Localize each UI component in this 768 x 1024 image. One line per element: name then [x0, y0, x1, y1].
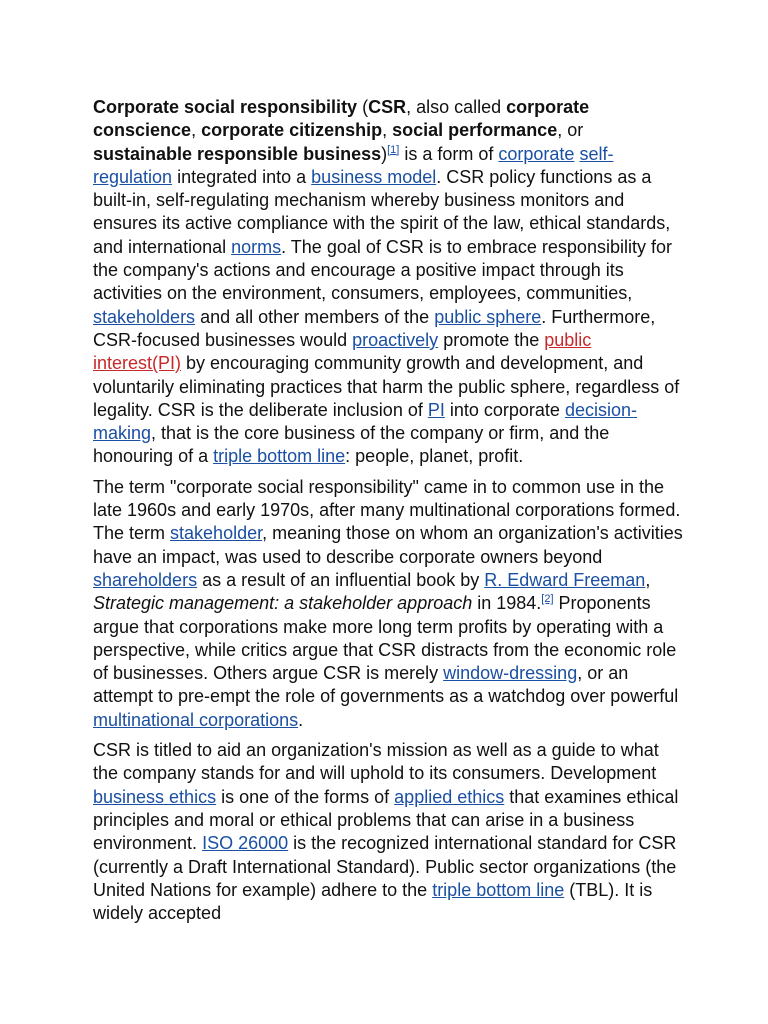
term-corporate-conscience: corporate conscience: [93, 97, 590, 141]
link-multinational-corporations[interactable]: multinational corporations: [93, 709, 299, 730]
text: , meaning those on whom an organization's activities have an impact, was used to describe corporate owners beyond: [93, 523, 683, 567]
paragraph-2: [93, 476, 683, 732]
link-stakeholder[interactable]: stakeholder: [170, 523, 263, 544]
text: . The goal of CSR is to embrace responsibility for the company's actions and encourage a positive impact through its activities on the environment, consumers, employees, communities,: [93, 236, 672, 304]
article-body: [93, 96, 683, 932]
term-csr: CSR: [368, 97, 407, 117]
link-applied-ethics[interactable]: applied ethics: [394, 786, 505, 807]
text: ,: [645, 569, 651, 590]
text: that examines ethical principles and moral or ethical problems that can arise in a business environment.: [93, 786, 679, 854]
text: ): [381, 143, 388, 164]
text: (TBL). It is widely accepted: [93, 879, 653, 924]
text: (: [357, 97, 369, 117]
link-shareholders[interactable]: shareholders: [93, 569, 198, 590]
text: is a form of: [399, 143, 499, 164]
link-business-model[interactable]: business model: [311, 166, 437, 187]
link-iso-26000[interactable]: ISO 26000: [202, 833, 289, 854]
text: integrated into a: [172, 166, 312, 187]
text: , also called: [406, 97, 507, 117]
link-r-edward-freeman[interactable]: R. Edward Freeman: [484, 569, 646, 590]
text: ,: [382, 120, 393, 141]
text: .: [298, 709, 304, 730]
link-triple-bottom-line[interactable]: triple bottom line: [213, 446, 346, 467]
link-corporate[interactable]: corporate: [498, 143, 575, 164]
text: in 1984.: [472, 593, 542, 614]
text: , or an attempt to pre-empt the role of governments as a watchdog over powerful: [93, 663, 679, 707]
link-pi[interactable]: PI: [427, 399, 445, 420]
term-sustainable-responsible-business: sustainable responsible business: [93, 143, 382, 164]
link-proactively[interactable]: proactively: [352, 329, 439, 350]
text: , that is the core business of the company or firm, and the honouring of a: [93, 423, 610, 467]
reference-2: [541, 593, 553, 605]
link-stakeholders[interactable]: stakeholders: [93, 306, 196, 327]
text: promote the: [438, 329, 545, 350]
text: Proponents argue that corporations make more long term profits by operating with a perspective, while critics argue that CSR distracts from the economic role of businesses. Others argue CSR is merely: [93, 593, 677, 684]
reference-1-link[interactable]: [1]: [387, 143, 400, 156]
term-corporate-citizenship: corporate citizenship: [201, 120, 383, 141]
link-decision-making[interactable]: decision-making: [93, 399, 637, 444]
term-csr-full: Corporate social responsibility: [93, 97, 358, 117]
text: as a result of an influential book by: [197, 569, 485, 590]
text: into corporate: [444, 399, 565, 420]
book-title: Strategic management: a stakeholder approach: [93, 593, 473, 614]
text: ,: [191, 120, 202, 141]
link-business-ethics[interactable]: business ethics: [93, 786, 217, 807]
text: is one of the forms of: [216, 786, 395, 807]
text: CSR is titled to aid an organization's mission as well as a guide to what the company stands for and will uphold to its consumers. Development: [93, 740, 659, 784]
text: The term "corporate social responsibility" came in to common use in the late 1960s and early 1970s, after many multinational corporations formed. The term: [93, 476, 681, 544]
reference-1: [387, 144, 399, 156]
text: . CSR policy functions as a built-in, self-regulating mechanism whereby business monitors and ensures its active compliance with the spirit of the law, ethical standards, and international: [93, 166, 671, 257]
reference-2-link[interactable]: [2]: [541, 593, 554, 606]
text: is the recognized international standard for CSR (currently a Draft International Standard). Public sector organizations (the United Nations for example) adhere to the: [93, 833, 677, 900]
paragraph-3: [93, 739, 683, 925]
text: : people, planet, profit.: [345, 446, 524, 467]
link-public-sphere[interactable]: public sphere: [434, 306, 542, 327]
link-public-interest[interactable]: public interest(PI): [93, 329, 592, 374]
paragraph-1: [93, 96, 683, 469]
term-social-performance: social performance: [392, 120, 558, 141]
link-triple-bottom-line-2[interactable]: triple bottom line: [432, 879, 565, 900]
text: , or: [557, 120, 584, 141]
text: . Furthermore, CSR-focused businesses would: [93, 306, 656, 350]
text: and all other members of the: [195, 306, 435, 327]
link-window-dressing[interactable]: window-dressing: [443, 663, 578, 684]
text: by encouraging community growth and development, and voluntarily eliminating practices that harm the public sphere, regardless of legality. CSR is the deliberate inclusion of: [93, 353, 680, 420]
link-self-regulation[interactable]: self-regulation: [93, 143, 614, 187]
link-norms[interactable]: norms: [231, 236, 282, 257]
